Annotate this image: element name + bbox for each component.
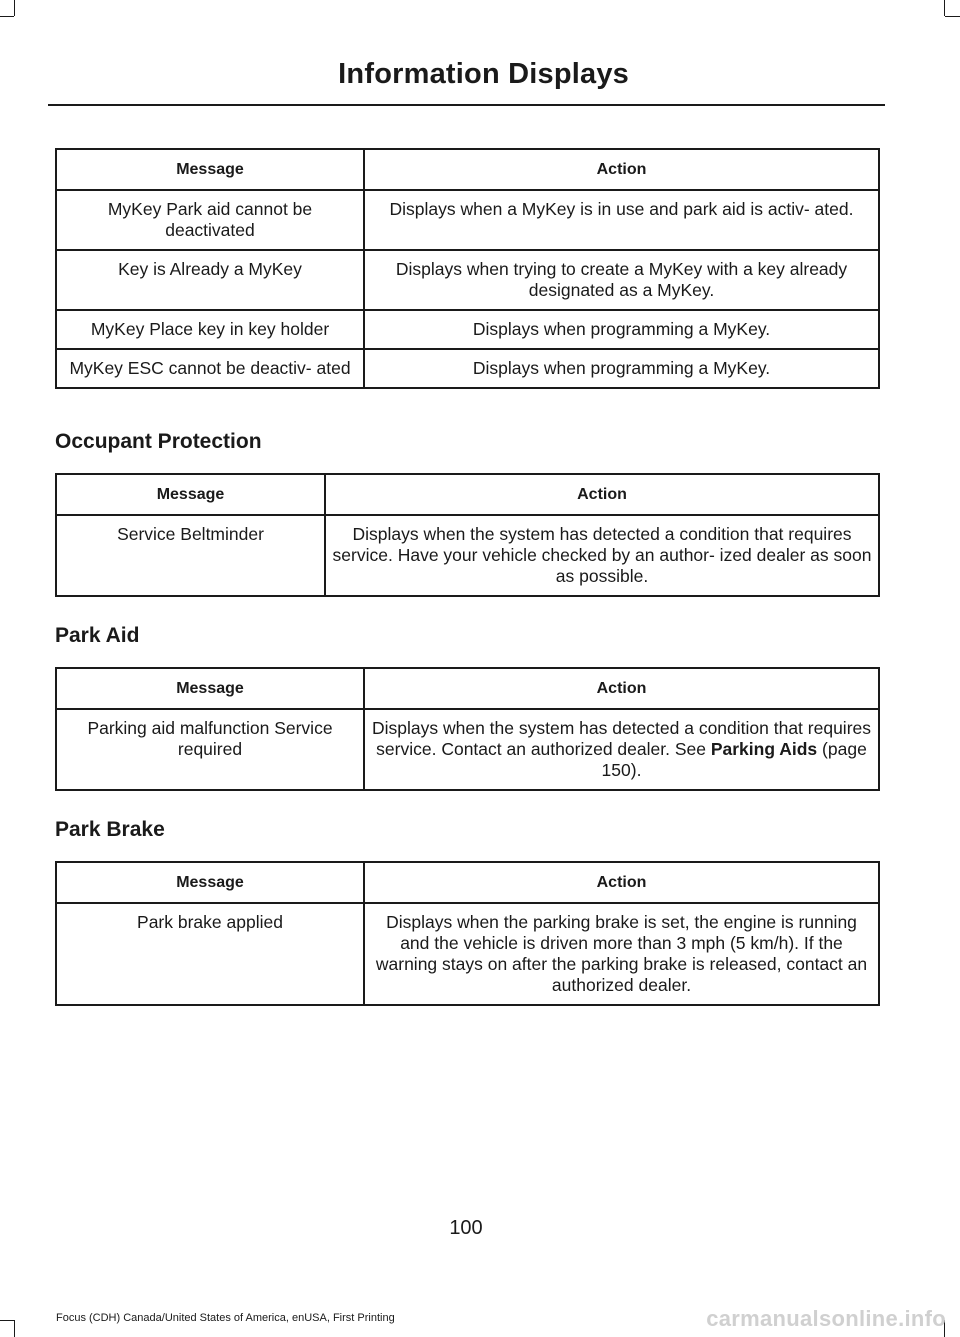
occupant-protection-table: [55, 473, 880, 597]
table-header-row: [56, 474, 879, 515]
message-cell: MyKey Place key in key holder: [56, 310, 364, 349]
table-row: [56, 709, 879, 790]
column-header-message: Message: [56, 668, 364, 709]
crop-mark-bottom-left-v: [14, 1320, 15, 1337]
table-header-row: [56, 149, 879, 190]
message-cell: Parking aid malfunction Service required: [56, 709, 364, 790]
action-cell: [364, 709, 879, 790]
watermark: carmanualsonline.info: [706, 1306, 946, 1331]
crop-mark-top-left-h: [0, 16, 14, 17]
page-number: 100: [449, 1217, 483, 1239]
table-header-row: [56, 862, 879, 903]
table-row: [56, 250, 879, 310]
action-cell: Displays when programming a MyKey.: [364, 310, 879, 349]
section-heading-occupant-protection: Occupant Protection: [55, 430, 262, 453]
action-cell: Displays when a MyKey is in use and park aid is activ- ated.: [364, 190, 879, 250]
action-cell: Displays when trying to create a MyKey with a key already designated as a MyKey.: [364, 250, 879, 310]
park-brake-table: [55, 861, 880, 1006]
action-cell: Displays when the system has detected a condition that requires service. Have your vehicle checked by an author- ized dealer as soon as possible.: [325, 515, 879, 596]
column-header-action: Action: [364, 149, 879, 190]
column-header-action: Action: [364, 862, 879, 903]
message-cell: Key is Already a MyKey: [56, 250, 364, 310]
table-row: [56, 310, 879, 349]
column-header-message: Message: [56, 149, 364, 190]
column-header-message: Message: [56, 474, 325, 515]
mykey-messages-table: [55, 148, 880, 389]
message-cell: Park brake applied: [56, 903, 364, 1005]
table-row: [56, 349, 879, 388]
page-title: Information Displays: [338, 58, 629, 90]
park-aid-table: [55, 667, 880, 791]
crop-mark-top-left-v: [14, 0, 15, 16]
crop-mark-top-right-h: [945, 16, 960, 17]
section-heading-park-brake: Park Brake: [55, 818, 165, 841]
column-header-action: Action: [325, 474, 879, 515]
title-divider: [48, 104, 885, 106]
print-info: Focus (CDH) Canada/United States of America, enUSA, First Printing: [56, 1312, 395, 1324]
message-cell: Service Beltminder: [56, 515, 325, 596]
message-cell: MyKey ESC cannot be deactiv- ated: [56, 349, 364, 388]
cross-reference-link[interactable]: Parking Aids: [710, 739, 818, 759]
section-heading-park-aid: Park Aid: [55, 624, 140, 647]
column-header-message: Message: [56, 862, 364, 903]
message-cell: MyKey Park aid cannot be deactivated: [56, 190, 364, 250]
table-row: [56, 190, 879, 250]
action-cell: Displays when programming a MyKey.: [364, 349, 879, 388]
table-header-row: [56, 668, 879, 709]
table-row: [56, 515, 879, 596]
action-cell: Displays when the parking brake is set, the engine is running and the vehicle is driven more than 3 mph (5 km/h). If the warning stays on after the parking brake is released, contact an authorized dealer.: [364, 903, 879, 1005]
crop-mark-bottom-left-h: [0, 1320, 14, 1321]
table-row: [56, 903, 879, 1005]
column-header-action: Action: [364, 668, 879, 709]
action-text: Displays when the system has detected a condition that requires service. Contact an authorized dealer. See: [371, 718, 872, 759]
page-reference: (page 150).: [601, 739, 867, 780]
crop-mark-top-right-v: [944, 0, 945, 16]
